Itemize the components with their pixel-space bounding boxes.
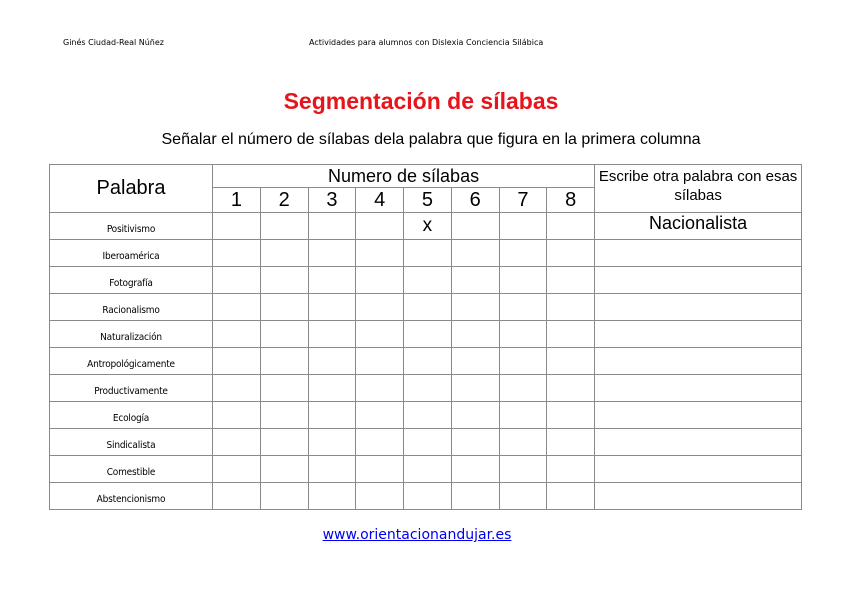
syllable-count-7: 7	[499, 188, 547, 213]
header-escribe: Escribe otra palabra con esas sílabas	[595, 165, 802, 213]
other-word-cell[interactable]	[595, 483, 802, 510]
word-cell: Iberoamérica	[50, 240, 213, 267]
syllable-mark-cell[interactable]	[308, 375, 356, 402]
syllable-mark-cell[interactable]	[499, 348, 547, 375]
syllable-mark-cell[interactable]	[260, 483, 308, 510]
syllable-mark-cell[interactable]	[404, 402, 452, 429]
syllable-mark-cell[interactable]	[404, 456, 452, 483]
syllable-mark-cell[interactable]	[356, 240, 404, 267]
syllable-mark-cell[interactable]	[451, 321, 499, 348]
syllable-mark-cell[interactable]	[213, 456, 261, 483]
syllable-mark-cell[interactable]	[404, 267, 452, 294]
syllable-mark-cell[interactable]	[213, 429, 261, 456]
syllable-count-5: 5	[404, 188, 452, 213]
syllable-mark-cell[interactable]	[499, 429, 547, 456]
syllable-mark-cell[interactable]	[213, 375, 261, 402]
word-cell: Racionalismo	[50, 294, 213, 321]
table-row	[50, 402, 802, 429]
table-row	[50, 348, 802, 375]
syllable-mark-cell[interactable]	[213, 348, 261, 375]
syllable-mark-cell[interactable]	[451, 429, 499, 456]
website-link[interactable]: www.orientacionandujar.es	[322, 527, 512, 543]
syllable-mark-cell[interactable]	[308, 294, 356, 321]
syllable-mark-cell[interactable]	[308, 348, 356, 375]
syllable-mark-cell[interactable]	[260, 402, 308, 429]
other-word-cell[interactable]	[595, 267, 802, 294]
syllable-mark-cell[interactable]	[356, 213, 404, 240]
word-cell: Positivismo	[50, 213, 213, 240]
syllable-mark-cell[interactable]	[260, 294, 308, 321]
syllable-mark-cell[interactable]	[451, 375, 499, 402]
syllable-count-2: 2	[260, 188, 308, 213]
syllable-mark-cell[interactable]	[499, 267, 547, 294]
syllable-count-4: 4	[356, 188, 404, 213]
word-cell: Antropológicamente	[50, 348, 213, 375]
syllable-count-6: 6	[451, 188, 499, 213]
syllable-mark-cell[interactable]	[547, 240, 595, 267]
syllable-mark-cell[interactable]	[260, 456, 308, 483]
syllable-mark-cell[interactable]	[260, 213, 308, 240]
syllable-mark-cell[interactable]	[260, 348, 308, 375]
syllable-mark-cell[interactable]	[499, 294, 547, 321]
other-word-cell[interactable]	[595, 402, 802, 429]
word-cell: Naturalización	[50, 321, 213, 348]
syllable-mark-cell[interactable]: x	[404, 213, 452, 240]
syllable-mark-cell[interactable]	[308, 456, 356, 483]
header-palabra: Palabra	[50, 165, 213, 213]
word-cell: Sindicalista	[50, 429, 213, 456]
syllable-mark-cell[interactable]	[308, 402, 356, 429]
syllable-mark-cell[interactable]	[499, 483, 547, 510]
syllable-mark-cell[interactable]	[213, 240, 261, 267]
table-row	[50, 456, 802, 483]
syllable-mark-cell[interactable]	[499, 456, 547, 483]
syllable-mark-cell[interactable]	[356, 267, 404, 294]
table-row	[50, 294, 802, 321]
syllable-mark-cell[interactable]	[356, 429, 404, 456]
syllable-mark-cell[interactable]	[547, 429, 595, 456]
syllable-mark-cell[interactable]	[404, 321, 452, 348]
header-subject: Actividades para alumnos con Dislexia Conciencia Silábica	[309, 38, 544, 47]
syllable-mark-cell[interactable]	[547, 294, 595, 321]
page-title: Segmentación de sílabas	[283, 88, 559, 114]
syllable-mark-cell[interactable]	[499, 321, 547, 348]
table-row	[50, 429, 802, 456]
table-row	[50, 240, 802, 267]
syllable-mark-cell[interactable]	[213, 483, 261, 510]
other-word-cell[interactable]	[595, 294, 802, 321]
syllable-mark-cell[interactable]	[308, 483, 356, 510]
other-word-cell[interactable]	[595, 375, 802, 402]
syllable-mark-cell[interactable]	[451, 240, 499, 267]
syllable-mark-cell[interactable]	[213, 267, 261, 294]
syllable-mark-cell[interactable]	[308, 213, 356, 240]
syllable-mark-cell[interactable]	[404, 375, 452, 402]
word-cell: Abstencionismo	[50, 483, 213, 510]
word-cell: Ecología	[50, 402, 213, 429]
word-cell: Comestible	[50, 456, 213, 483]
syllable-table	[49, 164, 802, 510]
other-word-cell[interactable]	[595, 321, 802, 348]
syllable-mark-cell[interactable]	[547, 267, 595, 294]
word-cell: Fotografía	[50, 267, 213, 294]
syllable-mark-cell[interactable]	[547, 402, 595, 429]
table-row	[50, 483, 802, 510]
syllable-mark-cell[interactable]	[308, 240, 356, 267]
syllable-mark-cell[interactable]	[308, 321, 356, 348]
syllable-mark-cell[interactable]	[356, 321, 404, 348]
other-word-cell[interactable]	[595, 348, 802, 375]
syllable-mark-cell[interactable]	[260, 240, 308, 267]
syllable-mark-cell[interactable]	[451, 483, 499, 510]
table-body	[50, 213, 802, 510]
syllable-mark-cell[interactable]	[260, 375, 308, 402]
table-row	[50, 375, 802, 402]
syllable-mark-cell[interactable]	[547, 375, 595, 402]
syllable-mark-cell[interactable]	[404, 483, 452, 510]
syllable-mark-cell[interactable]	[499, 402, 547, 429]
syllable-mark-cell[interactable]	[404, 240, 452, 267]
syllable-count-8: 8	[547, 188, 595, 213]
other-word-cell[interactable]: Nacionalista	[595, 213, 802, 240]
syllable-mark-cell[interactable]	[451, 402, 499, 429]
syllable-mark-cell[interactable]	[451, 267, 499, 294]
syllable-mark-cell[interactable]	[547, 321, 595, 348]
syllable-mark-cell[interactable]	[356, 294, 404, 321]
syllable-mark-cell[interactable]	[213, 294, 261, 321]
syllable-mark-cell[interactable]	[308, 429, 356, 456]
other-word-cell[interactable]	[595, 429, 802, 456]
syllable-mark-cell[interactable]	[260, 267, 308, 294]
header-numero-silabas: Numero de sílabas	[213, 165, 595, 188]
syllable-mark-cell[interactable]	[547, 348, 595, 375]
syllable-mark-cell[interactable]	[356, 348, 404, 375]
word-cell: Productivamente	[50, 375, 213, 402]
syllable-mark-cell[interactable]	[356, 483, 404, 510]
syllable-mark-cell[interactable]	[451, 294, 499, 321]
syllable-mark-cell[interactable]	[451, 456, 499, 483]
syllable-mark-cell[interactable]	[356, 402, 404, 429]
table-row	[50, 213, 802, 240]
syllable-mark-cell[interactable]	[213, 321, 261, 348]
syllable-mark-cell[interactable]	[404, 429, 452, 456]
syllable-count-3: 3	[308, 188, 356, 213]
syllable-mark-cell[interactable]	[213, 213, 261, 240]
other-word-cell[interactable]	[595, 456, 802, 483]
syllable-mark-cell[interactable]	[547, 483, 595, 510]
syllable-mark-cell[interactable]	[213, 402, 261, 429]
syllable-mark-cell[interactable]	[260, 321, 308, 348]
syllable-mark-cell[interactable]	[499, 240, 547, 267]
syllable-mark-cell[interactable]	[451, 213, 499, 240]
syllable-mark-cell[interactable]	[260, 429, 308, 456]
syllable-mark-cell[interactable]	[308, 267, 356, 294]
table-row	[50, 267, 802, 294]
syllable-mark-cell[interactable]	[356, 375, 404, 402]
syllable-count-1: 1	[213, 188, 261, 213]
syllable-mark-cell[interactable]	[356, 456, 404, 483]
table-row	[50, 321, 802, 348]
syllable-mark-cell[interactable]	[499, 375, 547, 402]
syllable-mark-cell[interactable]	[499, 213, 547, 240]
syllable-mark-cell[interactable]	[404, 294, 452, 321]
header-author: Ginés Ciudad-Real Núñez	[63, 38, 164, 47]
instructions: Señalar el número de sílabas dela palabra que figura en la primera columna	[161, 131, 701, 148]
syllable-mark-cell[interactable]	[404, 348, 452, 375]
syllable-mark-cell[interactable]	[547, 456, 595, 483]
syllable-mark-cell[interactable]	[451, 348, 499, 375]
syllable-mark-cell[interactable]	[547, 213, 595, 240]
other-word-cell[interactable]	[595, 240, 802, 267]
